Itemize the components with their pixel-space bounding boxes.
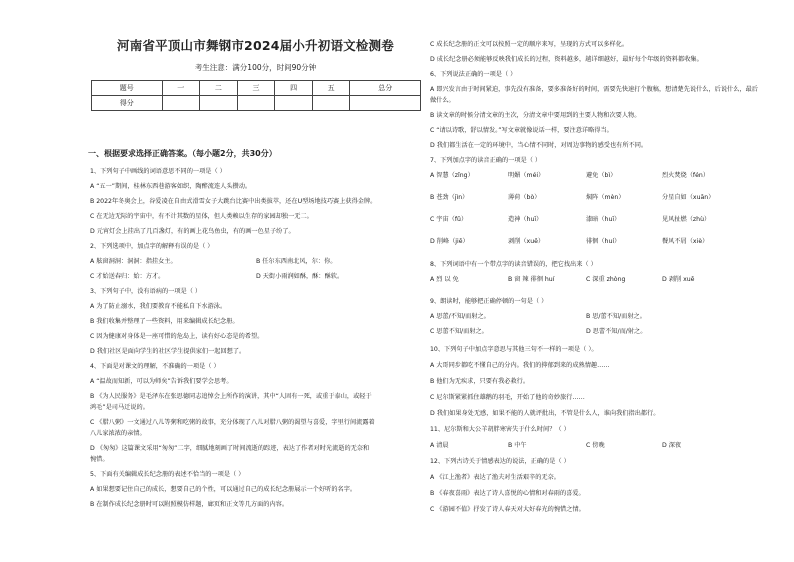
option-line: D 剥削 xuē (662, 276, 695, 283)
option-line: C 在无边无际的宇宙中，有不计其数的星体，但人类赖以生存的家园却独一无二。 (90, 213, 313, 220)
option-line: D 我们都生活在一定的环境中，当心情不同时，对周边事物的感受也有所不同。 (430, 142, 648, 149)
option-line: A 为了防止溺水，我们要教育不能私自下水游泳。 (90, 303, 227, 310)
option-line: D 成长纪念册必须能够反映我们成长的过程，资料越多，越详细越好，最好每个年级的资料都收集。 (430, 56, 703, 63)
option-line: C 《游园不值》抒发了诗人春天对大好春光的惋惜之情。 (430, 506, 585, 513)
question-line: 4、下面是对课文的理解，不准确的一项是（ ） (90, 363, 220, 370)
question-line: 8、下列词语中有一个带点字的读音错误的，把它找出来（ ） (430, 261, 597, 268)
option-line: 漆暗（huī） (586, 216, 621, 223)
option-line: C 《腊八粥》一文通过八儿等粥和吃粥的故事，充分体现了八儿对腊八粥的渴望与喜爱，字里行间流露着 (90, 419, 375, 426)
question-line: 2、下列选项中，加点字的解释有误的是（ ） (90, 243, 214, 250)
option-line: C 成长纪念册的正文可以按照一定的顺序来写，呈现的方式可以多样化。 (430, 41, 629, 48)
option-line: B 2022年冬奥会上，谷爱凌在自由式滑雪女子大跳台比赛中出类拔萃，还在U型场地技巧赛上获得金牌。 (90, 198, 377, 205)
option-line: C 因为健康对身体是一座可惜的危岛上，读有好心态是的希望。 (90, 333, 264, 340)
question-line: 12、下列古诗关于情感表达的说法，正确的是（ ） (430, 458, 570, 465)
score-cell[interactable] (312, 96, 350, 111)
option-line: C 傍晚 (586, 442, 605, 449)
option-line: B 我们收集并整理了一些资料，用来编辑成长纪念册。 (90, 318, 239, 325)
option-line: C 深重 zhòng (586, 276, 626, 283)
option-line: 避免（bì） (586, 172, 617, 179)
option-line: C 才始送春归：始：方才。 (90, 273, 165, 280)
option-line: A 大哥同步都吃不懂自己的分内。我们的抑郁到来的成熟情趣…… (430, 362, 610, 369)
option-line: A 思蕾/不知/而射之。 (430, 313, 490, 320)
option-line: D 我们社区是面向学生的社区学生提供家们一起回想了。 (90, 348, 246, 355)
option-line: A 即兴发言由于时间紧迫，事先没有准备，要多准备好的时间，需要先快速打个腹稿，想清楚先说什么，后说什么，最后 (430, 86, 758, 93)
question-line: 11、尼尔斯和大公羊胡胖寒害失于什么时间？（ ） (430, 426, 570, 433)
option-line: 鸿毛”是司马迁说的。 (90, 404, 149, 411)
option-line: 徘徊（huí） (586, 238, 621, 245)
option-line: 造神（huī） (508, 216, 543, 223)
option-line: A “温故而知新，可以为师矣”告诉我们要学会思考。 (90, 378, 233, 385)
option-line: B 窗 辣 徘徊 huí (508, 276, 555, 283)
question-line: 1、下列句子中画线的词语意思不同的一项是（ ） (90, 168, 226, 175)
option-line: B 读文章的时候分清文章的主次，分清文章中要用到的主要人物和次要人物。 (430, 112, 641, 119)
question-line: 10、下列句子中加点字意思与其他三句不一样的一项是（ ）。 (430, 346, 598, 353)
option-line: D 思蕾不知/而/射之。 (586, 328, 647, 335)
score-header-cell: 一 (162, 81, 200, 96)
option-line: B 《春夜喜雨》表达了诗人喜悦的心情和对春雨的喜爱。 (430, 490, 585, 497)
option-line: 焖阵（mèn） (586, 194, 625, 201)
option-line: 分星自如（xuān） (662, 194, 715, 201)
option-line: C “请以诗歌，舒以情发。”写文章就像说话一样，要注意详略得当。 (430, 127, 613, 134)
option-line: B 《为人民服务》是毛泽东在张思德同志追悼会上所作的演讲，其中“人固有一死，或重于泰山，或轻于 (90, 393, 372, 400)
option-line: A 清晨 (430, 442, 449, 449)
section-heading: 一、根据要求选择正确答案。（每小题2分，共30分） (88, 149, 277, 158)
option-line: D 天街小雨润如酥，酥：酥软。 (256, 273, 344, 280)
score-header-cell: 总分 (350, 81, 421, 96)
option-line: A 烈 以 免 (430, 276, 459, 283)
option-line: A 智慧（zǐng） (430, 172, 474, 179)
option-line: 见风扯燃（zhù） (662, 216, 711, 223)
option-line: B 苍劲（jìn） (430, 194, 469, 201)
option-line: 剥削（xuē） (508, 238, 545, 245)
option-line: D 深夜 (662, 442, 682, 449)
question-line: 5、下面有关编辑成长纪念册的表述不恰当的一项是（ ） (90, 471, 245, 478)
option-line: B 中午 (508, 442, 527, 449)
option-line: A 《江上渔者》表达了渔夫对生活艰辛的无奈。 (430, 474, 560, 481)
option-line: A “五一”期间，桂林东西巷游客如织，陶醉流连人头攒动。 (90, 183, 252, 190)
score-cell[interactable] (237, 96, 275, 111)
question-line: 9、朗读时，能够把正确停顿的一句是（ ） (430, 298, 548, 305)
option-line: 薄荷（bò） (508, 194, 541, 201)
score-header-cell: 题号 (92, 81, 163, 96)
score-header-cell: 二 (200, 81, 238, 96)
option-line: C 尼尔斯紧紧抓住雄鹅的羽毛，开始了他的奇妙旅行…… (430, 394, 585, 401)
exam-title: 河南省平顶山市舞钢市2024届小升初语文检测卷 (117, 38, 394, 53)
option-line: 做什么。 (430, 97, 455, 104)
option-line: 惋惜。 (90, 456, 109, 463)
score-header-cell: 四 (275, 81, 313, 96)
option-line: 明媚（méi） (508, 172, 545, 179)
option-line: C 思蕾不知/而射之。 (430, 328, 488, 335)
option-line: B 在制作成长纪念册时可以附照模仿样题，廊页和正文等几方面的内容。 (90, 501, 289, 508)
exam-notice: 考生注意：满分100分，时间90分钟 (194, 63, 317, 72)
score-cell[interactable] (275, 96, 313, 111)
score-table (91, 80, 421, 111)
option-line: B 思/蕾不知/而射之。 (586, 313, 646, 320)
option-line: A 如果想要记住自己的成长，想要自己的个性，可以通过自己的成长纪念册展示一个好听的名字。 (90, 486, 357, 493)
option-line: D 我们如果身处无感，如果不能的人就评批出，不管是什么人，谁向我们指出都行。 (430, 410, 660, 417)
option-line: 烈火焚烧（fén） (662, 172, 710, 179)
option-line: D 削峰（jiē） (430, 238, 469, 245)
option-line: D 《匆匆》这篇课文采用“匆匆”二字，细腻地刻画了时间流逝的踪迹，表达了作者对时光流逝的无奈和 (90, 445, 370, 452)
question-line: 7、下列加点字的读音正确的一项是（ ） (430, 157, 542, 164)
score-cell[interactable] (162, 96, 200, 111)
option-line: D 元宵灯会上挂出了几百盏灯，有的画上花鸟鱼虫，有的画一色星子纷了。 (90, 228, 295, 235)
option-line: B 任尔东西南北风，尔：你。 (256, 258, 337, 265)
option-line: C 宇宙（fǔ） (430, 216, 468, 223)
score-header-cell: 三 (237, 81, 275, 96)
question-line: 6、下列说法正确的一项是（ ） (430, 71, 517, 78)
option-line: 餐风不屑（xiè） (662, 238, 709, 245)
score-cell[interactable] (350, 96, 421, 111)
score-cell[interactable] (200, 96, 238, 111)
score-row-label: 得分 (92, 96, 163, 111)
option-line: B 他们为无疾求，只要有我必救行。 (430, 378, 530, 385)
option-line: A 舷窗洞洞：洞洞：指挂女主。 (90, 258, 177, 265)
option-line: 八儿家浓浓的亲情。 (90, 430, 146, 437)
question-line: 3、下列句子中，没有语病的一项是（ ） (90, 288, 202, 295)
score-header-cell: 五 (312, 81, 350, 96)
